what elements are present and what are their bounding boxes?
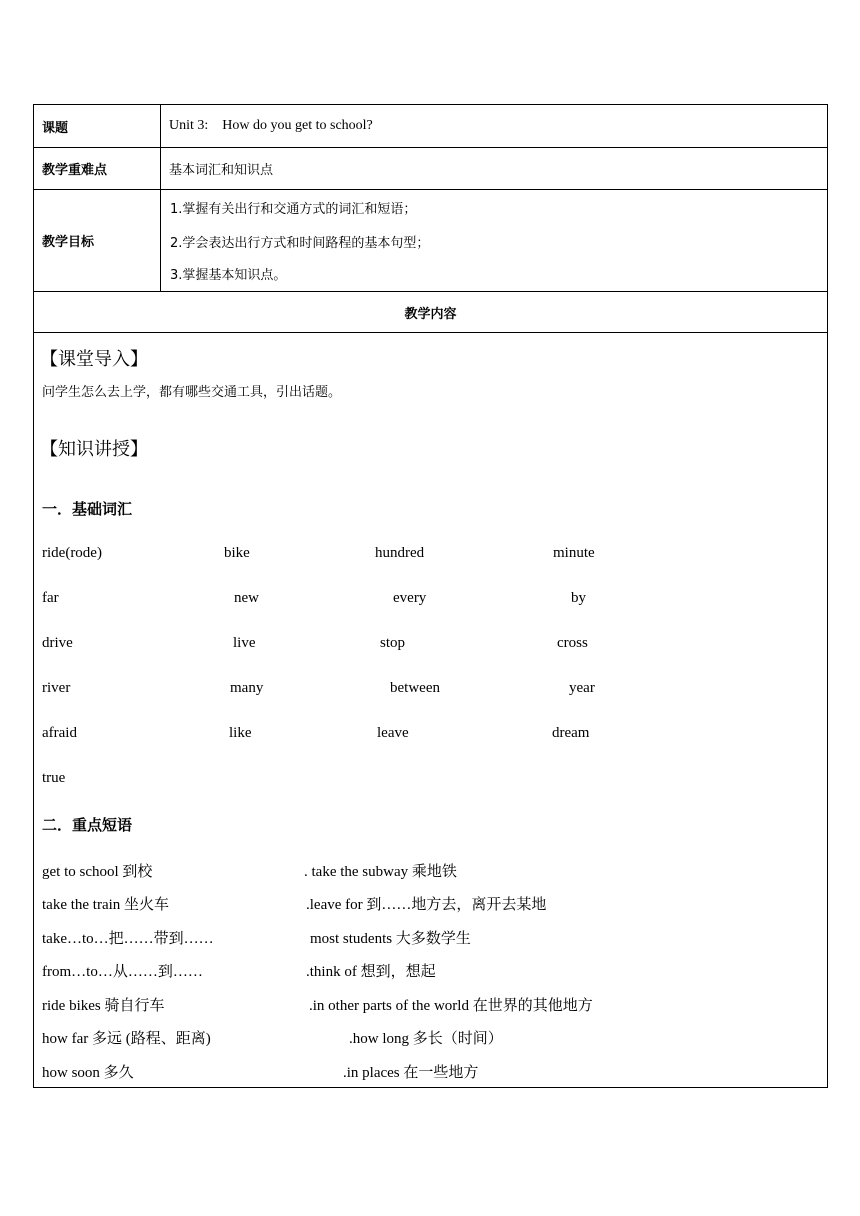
phrase-item: .in other parts of the world 在世界的其他地方 [309, 998, 593, 1014]
content-title-row [34, 292, 827, 333]
phrase-item: from…to…从……到…… [42, 964, 203, 980]
vocab-word: stop [380, 635, 406, 651]
vocab-word: live [233, 635, 256, 651]
vocab-word: bike [224, 545, 250, 561]
vocab-word: leave [377, 725, 409, 741]
vocab-word: river [42, 680, 71, 696]
knowledge-heading: 【知识讲授】 [40, 439, 148, 460]
goal-item: 1.掌握有关出行和交通方式的词汇和短语； [170, 202, 417, 217]
vocab-word: every [393, 590, 427, 606]
phrase-item: how soon 多久 [42, 1065, 134, 1081]
key-points-value: 基本词汇和知识点 [169, 163, 274, 178]
vocab-word: hundred [375, 545, 425, 561]
vocab-word: year [569, 680, 595, 696]
intro-heading: 【课堂导入】 [40, 349, 148, 370]
vocab-word: afraid [42, 725, 77, 741]
vocab-word: cross [557, 635, 588, 651]
vocab-word: minute [553, 545, 595, 561]
vocab-word: ride(rode) [42, 545, 102, 561]
phrase-item: .think of 想到，想起 [306, 964, 436, 980]
phrase-item: .in places 在一些地方 [343, 1065, 479, 1081]
vocab-word: like [229, 725, 252, 741]
vocab-word: new [234, 590, 259, 606]
phrase-item: take the train 坐火车 [42, 897, 170, 913]
vocab-word: true [42, 770, 66, 786]
phrase-item: most students 大多数学生 [310, 931, 471, 947]
vocab-word: between [390, 680, 440, 696]
vocab-word: many [230, 680, 264, 696]
topic-row [34, 105, 827, 148]
vocab-word: by [571, 590, 586, 606]
key-points-label: 教学重难点 [34, 148, 161, 189]
topic-label: 课题 [34, 105, 161, 147]
goal-item: 3.掌握基本知识点。 [170, 268, 287, 283]
phrase-item: take…to…把……带到…… [42, 931, 214, 947]
phrase-item: get to school 到校 [42, 864, 153, 880]
phrase-item: .leave for 到……地方去，离开去某地 [306, 897, 547, 913]
vocab-word: drive [42, 635, 73, 651]
vocab-word: dream [552, 725, 590, 741]
intro-text: 问学生怎么去上学，都有哪些交通工具，引出话题。 [42, 385, 342, 400]
phrase-item: . take the subway 乘地铁 [304, 864, 457, 880]
key-points-row [34, 148, 827, 190]
vocab-heading: 一．基础词汇 [42, 500, 133, 518]
goals-label: 教学目标 [34, 190, 161, 291]
topic-value: Unit 3: How do you get to school? [169, 118, 373, 133]
goal-item: 2.学会表达出行方式和时间路程的基本句型； [170, 236, 430, 251]
phrase-item: how far 多远 (路程、距离) [42, 1031, 211, 1047]
content-title: 教学内容 [404, 306, 457, 322]
phrase-item: ride bikes 骑自行车 [42, 998, 165, 1014]
vocab-word: far [42, 590, 59, 606]
goals-row [34, 190, 827, 292]
lesson-plan-table [33, 104, 828, 1088]
phrase-item: .how long 多长（时间） [349, 1031, 503, 1047]
phrase-heading: 二．重点短语 [42, 816, 133, 834]
